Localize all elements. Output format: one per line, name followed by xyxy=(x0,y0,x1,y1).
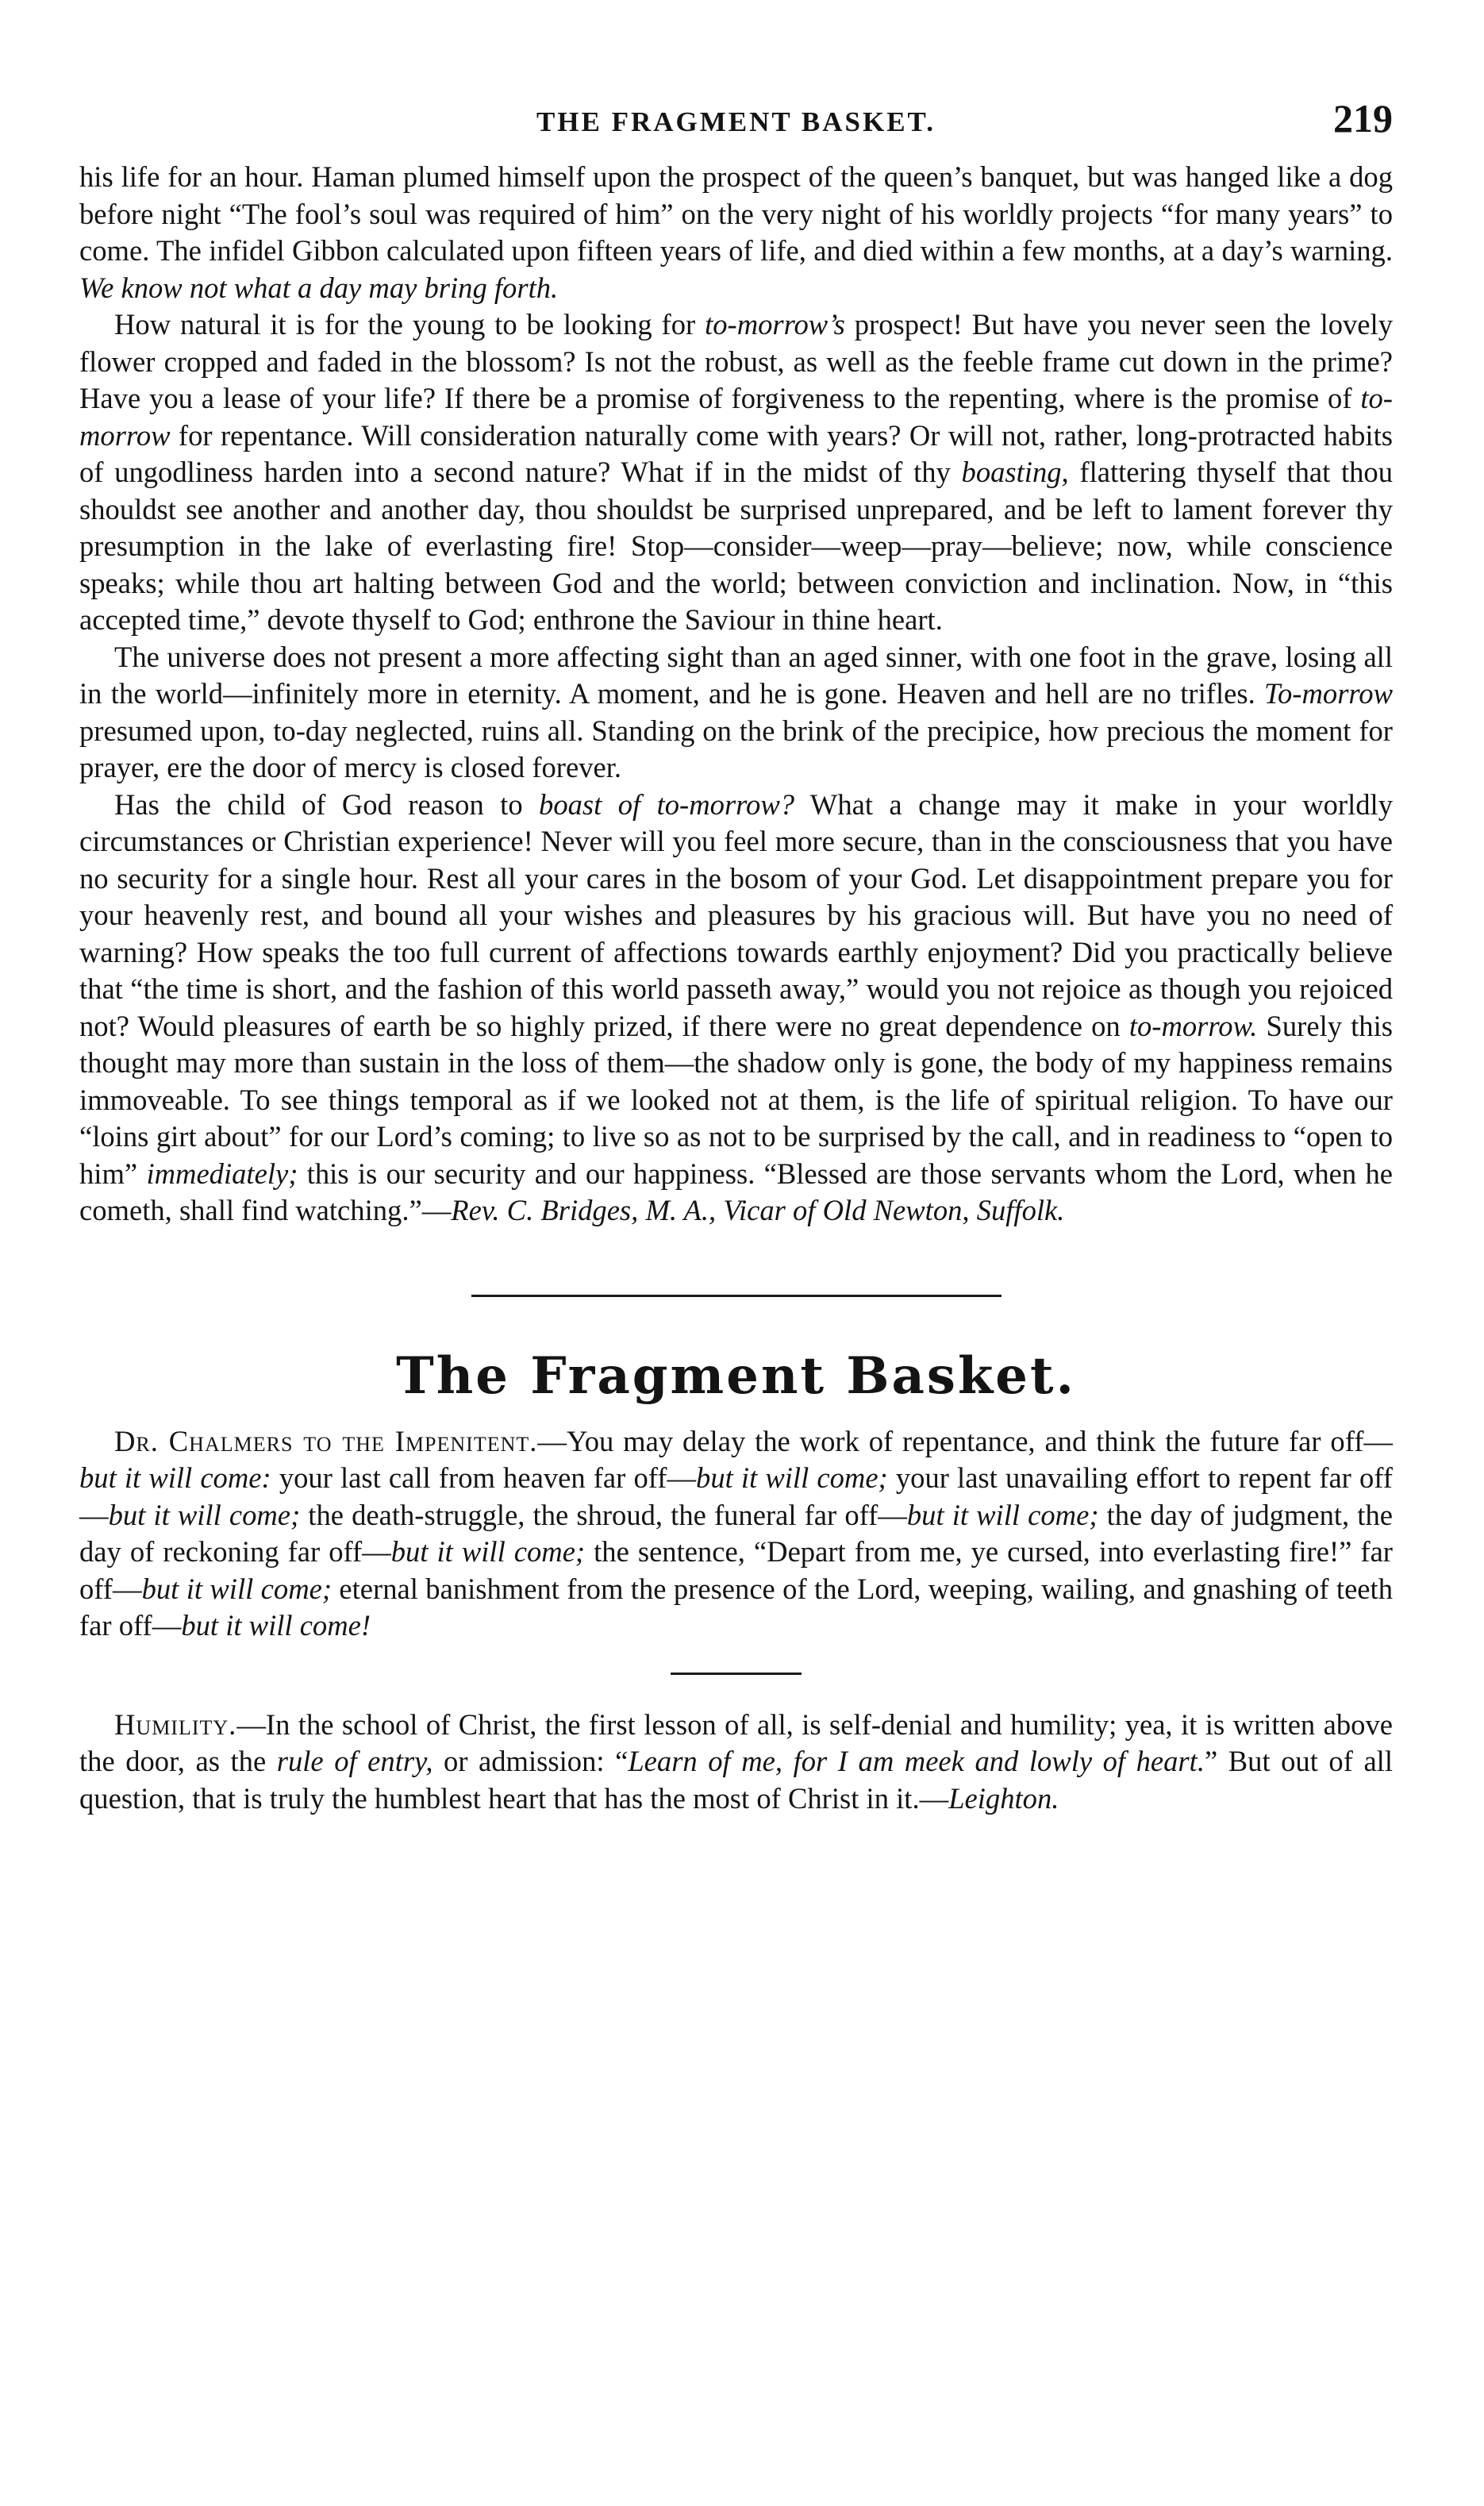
italic-run: but it will come; xyxy=(108,1498,301,1531)
text-run: —In the school of Christ, the first lesson of all, is self-denial and humility; yea, it is written above the door, as the xyxy=(79,1707,1393,1777)
text-run: Has the child of God reason to xyxy=(114,787,540,821)
text-run: the day of judgment, the day of reckoning far off— xyxy=(79,1498,1393,1568)
italic-run: but it will come: xyxy=(79,1461,271,1494)
italic-run: but it will come; xyxy=(141,1572,333,1605)
text-run: Surely this thought may more than sustain in the loss of them—the shadow only is gone, the body of my happiness remains immoveable. To see things temporal as if we looked not at them, is the life of spiritual religion. To have our “loins girt about” for our Lord’s coming; to live so as not to be surprised by the call, and in readiness to “open to him” xyxy=(79,1009,1393,1190)
italic-run: to-morrow’s xyxy=(705,308,845,341)
italic-run: but it will come! xyxy=(181,1609,371,1642)
text-run: his life for an hour. Haman plumed himself upon the prospect of the queen’s banquet, but was hanged like a dog before night “The fool’s soul was required of him” on the very night of his worldly projects “for many years” to come. The infidel Gibbon calculated upon fifteen years of life, and died within a few months, at a day’s warning. xyxy=(79,160,1393,267)
page-number: 219 xyxy=(1333,96,1393,141)
fragment-humility xyxy=(79,1707,1393,1818)
italic-run: boasting, xyxy=(961,456,1069,488)
text-run: or admission: “ xyxy=(433,1745,629,1777)
italic-run: to-morrow xyxy=(79,382,1393,452)
text-run: —You may delay the work of repentance, and think the future far off— xyxy=(537,1424,1393,1457)
text-run: ” But out of all question, that is truly the humblest heart that has the most of Christ in it.— xyxy=(79,1745,1393,1815)
fragment-title: Dr. Chalmers to the Impenitent. xyxy=(114,1424,538,1457)
italic-run: immediately; xyxy=(146,1157,298,1190)
running-head xyxy=(79,95,1393,159)
book-page xyxy=(79,95,1393,1817)
italic-run: to-morrow. xyxy=(1128,1009,1258,1042)
text-run: this is our security and our happiness. “Blessed are those servants whom the Lord, when he cometh, shall find watching.”— xyxy=(79,1157,1393,1226)
paragraph-2 xyxy=(79,306,1393,639)
article-body xyxy=(79,159,1393,1230)
text-run: your last unavailing effort to repent far off— xyxy=(79,1461,1393,1531)
attribution: Leighton. xyxy=(948,1781,1059,1815)
text-run: eternal banishment from the presence of the Lord, weeping, wailing, and gnashing of teeth far off— xyxy=(79,1572,1393,1642)
italic-run: rule of entry, xyxy=(276,1745,433,1777)
italic-run: but it will come; xyxy=(696,1461,888,1494)
italic-run: We know not what a day may bring forth. xyxy=(79,271,559,304)
italic-run: Learn of me, for I am meek and lowly of heart. xyxy=(628,1745,1205,1777)
text-run: How natural it is for the young to be looking for xyxy=(114,308,705,341)
section-divider xyxy=(471,1295,1002,1297)
fragment-title: Humility. xyxy=(114,1707,237,1741)
text-run: the sentence, “Depart from me, ye cursed, into everlasting fire!” far off— xyxy=(79,1535,1393,1605)
italic-run: To-morrow xyxy=(1264,677,1393,710)
italic-run: but it will come; xyxy=(390,1535,586,1568)
paragraph-1 xyxy=(79,159,1393,306)
italic-run: boast of to-morrow? xyxy=(539,787,795,821)
paragraph-3 xyxy=(79,639,1393,787)
running-title: THE FRAGMENT BASKET. xyxy=(536,106,936,137)
text-run: flattering thyself that thou shouldst see another and another day, thou shouldst be surprised unprepared, and be left to lament forever thy presumption in the lake of everlasting fire! Stop—consider—weep—pray—believe; now, while conscience speaks; while thou art halting between God and the world; between conviction and inclination. Now, in “this accepted time,” devote thyself to God; enthrone the Saviour in thine heart. xyxy=(79,456,1394,636)
fragment-section xyxy=(79,1423,1393,1818)
paragraph-4 xyxy=(79,787,1393,1230)
text-run: your last call from heaven far off— xyxy=(271,1461,697,1494)
text-run: for repentance. Will consideration naturally come with years? Or will not, rather, long-protracted habits of ungodliness harden into a second nature? What if in the midst of thy xyxy=(79,418,1393,488)
fragment-chalmers xyxy=(79,1423,1393,1645)
attribution: Rev. C. Bridges, M. A., Vicar of Old Newton, Suffolk. xyxy=(451,1194,1065,1226)
text-run: the death-struggle, the shroud, the funeral far off— xyxy=(300,1498,907,1531)
text-run: What a change may it make in your worldly circumstances or Christian experience! Never will you feel more secure, than in the consciousness that you have no security for a single hour. Rest all your cares in the bosom of your God. Let disappointment prepare you for your heavenly rest, and bound all your wishes and pleasures by his gracious will. But have you no need of warning? How speaks the too full current of affections towards earthly enjoyment? Did you practically believe that “the time is short, and the fashion of this world passeth away,” would you not rejoice as though you rejoiced not? Would pleasures of earth be so highly prized, if there were no great dependence on xyxy=(79,787,1393,1042)
text-run: prospect! But have you never seen the lovely flower cropped and faded in the blossom? Is not the robust, as well as the feeble frame cut down in the prime? Have you a lease of your life? If there be a promise of forgiveness to the repenting, where is the promise of xyxy=(79,308,1393,414)
text-run: The universe does not present a more affecting sight than an aged sinner, with one foot in the grave, losing all in the world—infinitely more in eternity. A moment, and he is gone. Heaven and hell are no trifles. xyxy=(79,640,1393,710)
section-heading: The Fragment Basket. xyxy=(396,1345,1076,1406)
italic-run: but it will come; xyxy=(906,1498,1099,1531)
text-run: presumed upon, to-day neglected, ruins all. Standing on the brink of the precipice, how precious the moment for prayer, ere the door of mercy is closed forever. xyxy=(79,714,1393,783)
fragment-divider xyxy=(671,1673,802,1675)
